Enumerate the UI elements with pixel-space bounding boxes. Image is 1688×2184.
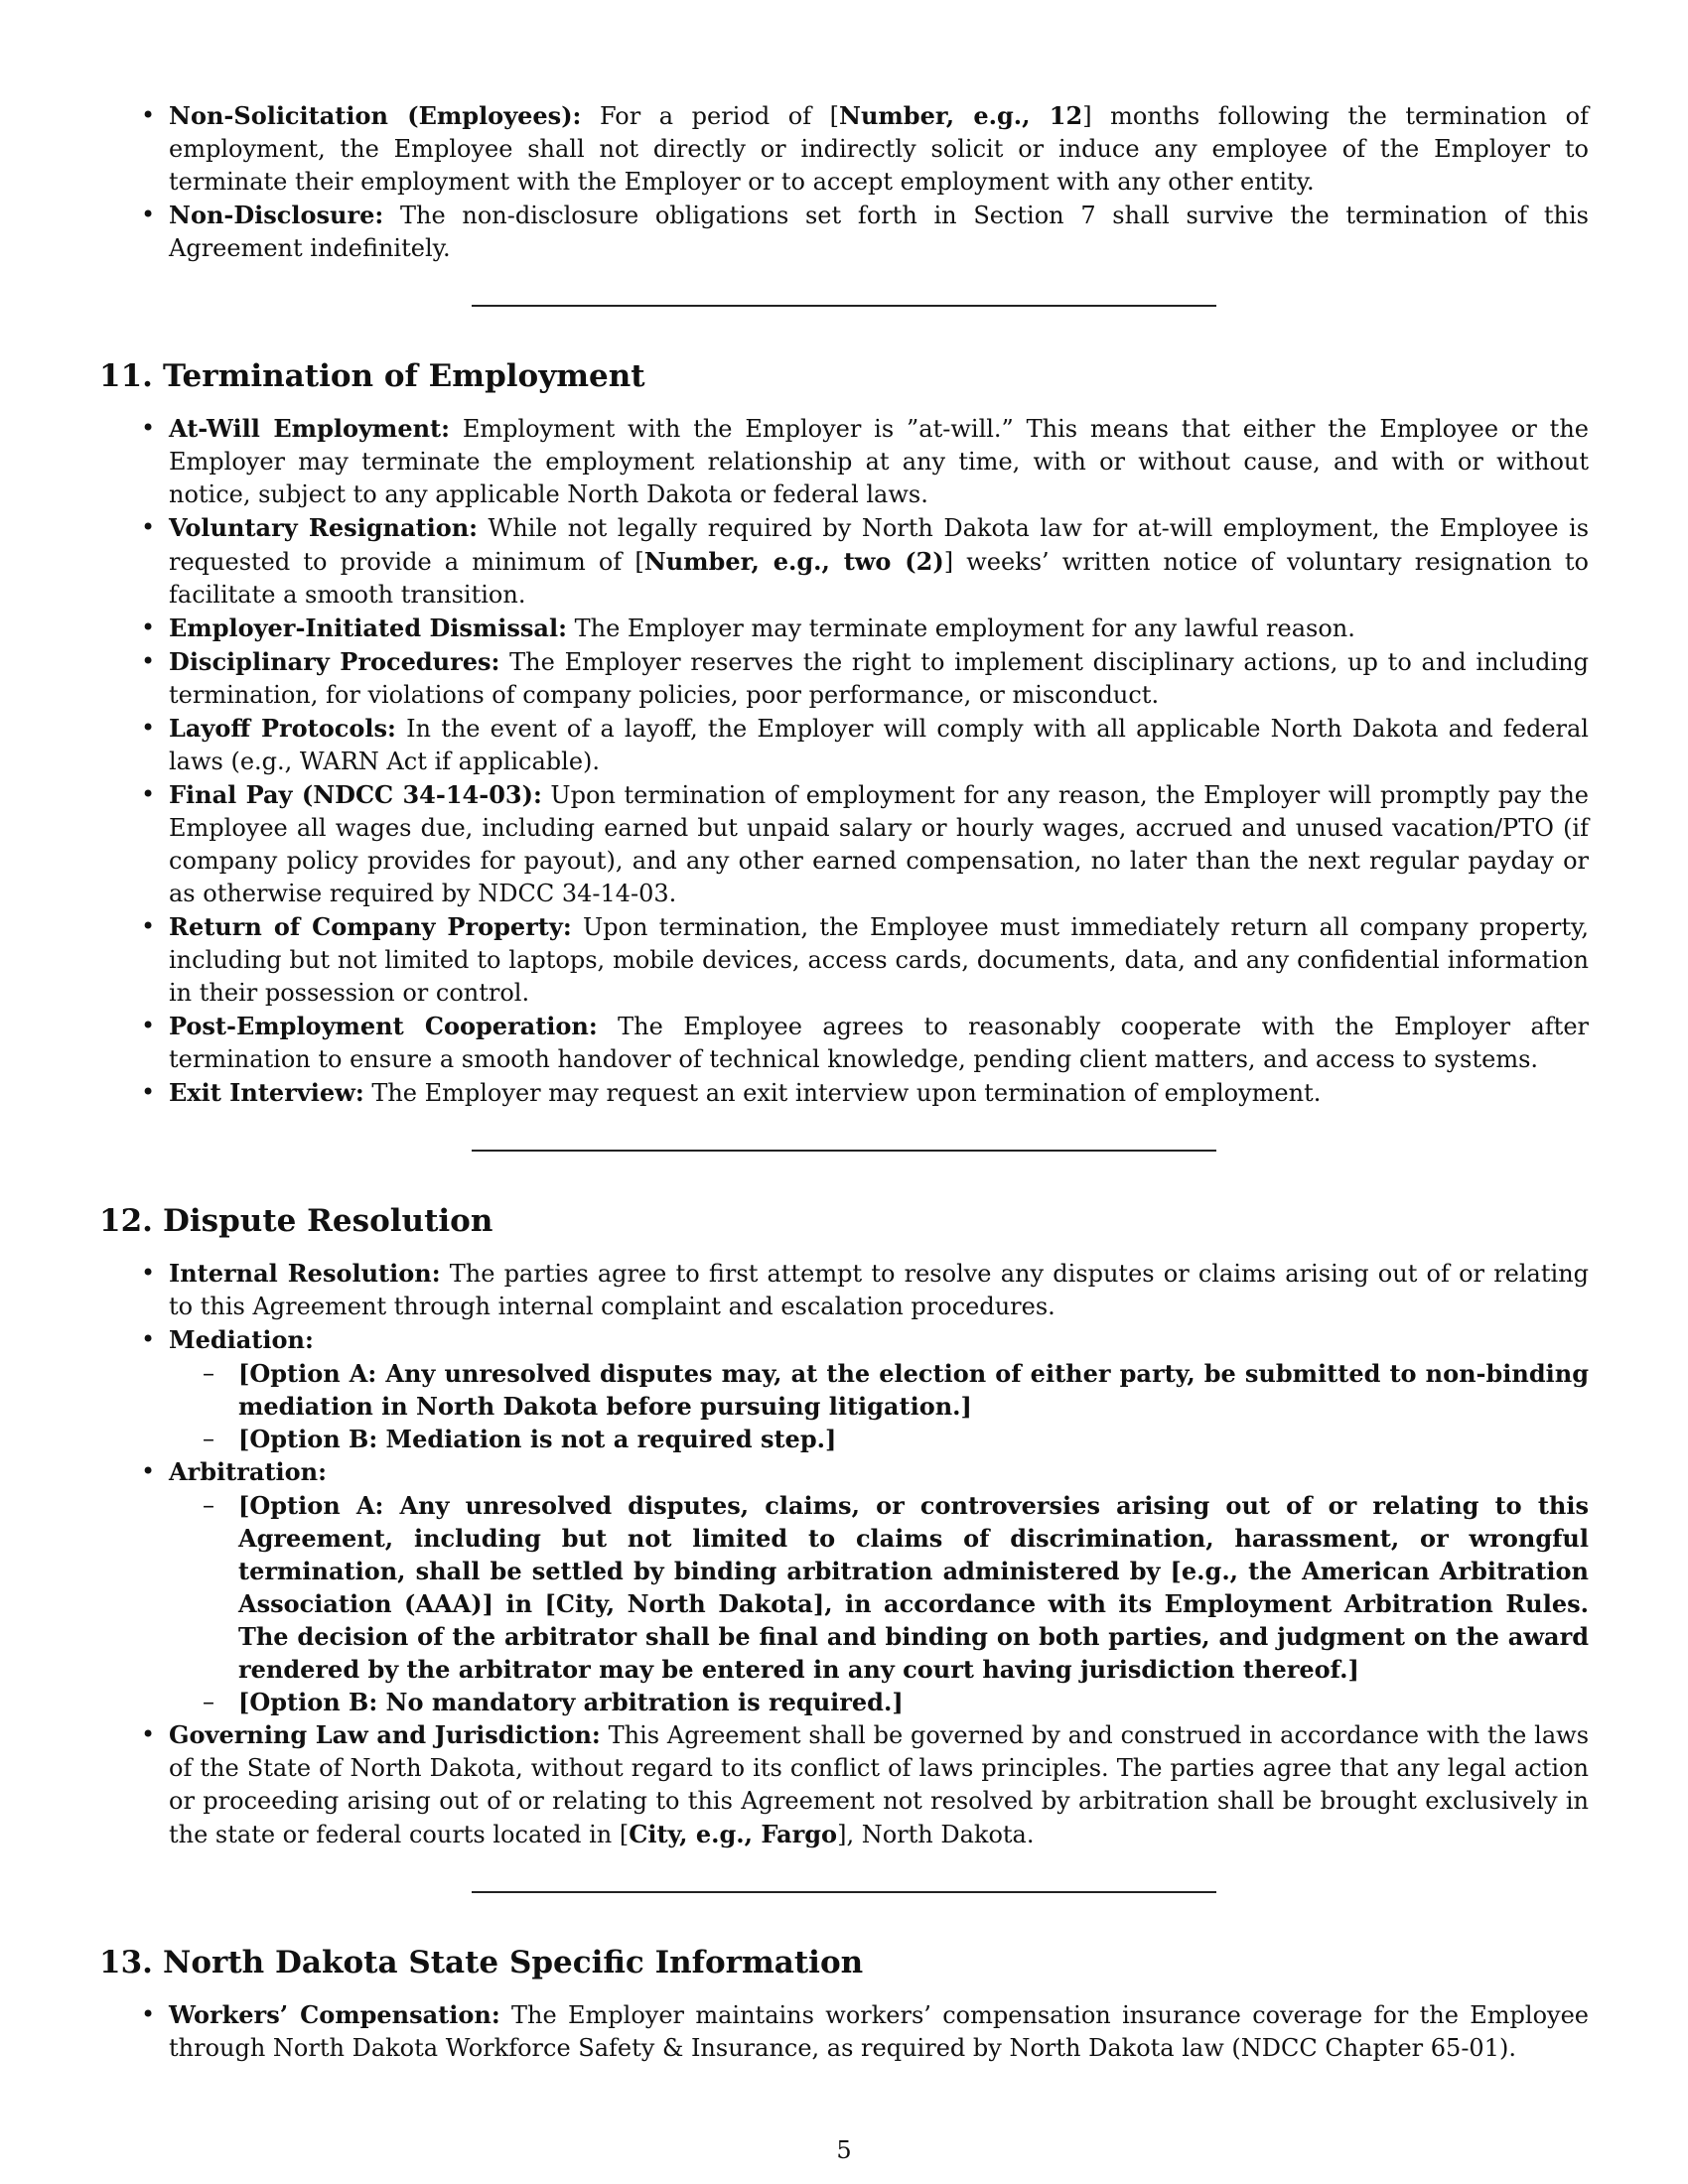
section-number: 11. [99, 358, 153, 394]
section-heading-11 [99, 356, 1589, 396]
item-term: Internal Resolution: [169, 1259, 441, 1288]
item-term: Governing Law and Jurisdiction: [169, 1720, 601, 1749]
item-term: Return of Company Property: [169, 912, 572, 941]
page-content [99, 99, 1589, 2065]
mediation-options [169, 1357, 1589, 1455]
item-term: Non-Disclosure: [169, 201, 384, 229]
intro-list [99, 99, 1589, 265]
item-text: The Employer reserves the right to implement disciplinary actions, up to and including termination, for violations of company policies, poor performance, or misconduct. [169, 648, 1590, 709]
section-heading-13 [99, 1943, 1589, 1982]
list-item-non-solicitation [99, 99, 1589, 199]
option-item: – [Option A: Any unresolved disputes may, at the election of either party, be submitted to non-binding mediation in North Dakota before pursuing litigation.] [169, 1357, 1589, 1423]
item-text: The Employee agrees to reasonably cooperate with the Employer after termination to ensure a smooth handover of technical knowledge, pending client matters, and access to systems. [169, 1013, 1589, 1073]
item-text: The Employer may terminate employment for any lawful reason. [566, 614, 1355, 642]
item-term: Voluntary Resignation: [169, 513, 479, 542]
section-divider [472, 305, 1216, 307]
item-term: Final Pay (NDCC 34-14-03): [169, 780, 542, 809]
item-term: Disciplinary Procedures: [169, 647, 500, 676]
arbitration-options [169, 1489, 1589, 1718]
list-item-non-disclosure [99, 199, 1589, 265]
item-text: The parties agree to first attempt to resolve any disputes or claims arising out of or relating to this Agreement through internal complaint and escalation procedures. [169, 1260, 1590, 1320]
list-item-workers-comp [99, 1998, 1589, 2065]
section-number: 12. [99, 1203, 153, 1239]
item-term: Mediation: [169, 1325, 314, 1354]
item-text: The Employer may request an exit interview upon termination of employment. [363, 1079, 1322, 1107]
item-placeholder: Number, e.g., two (2) [643, 547, 944, 576]
list-item-arbitration [99, 1455, 1589, 1718]
item-term: Layoff Protocols: [169, 714, 396, 743]
page-number: 5 [836, 2136, 852, 2164]
item-term: Employer-Initiated Dismissal: [169, 614, 567, 642]
dispute-list [99, 1257, 1589, 1851]
section-title: Termination of Employment [163, 358, 645, 394]
item-text-tail: ], North Dakota. [837, 1821, 1035, 1848]
section-divider [472, 1891, 1216, 1893]
list-item-cooperation [99, 1010, 1589, 1076]
item-text: The Employer maintains workers’ compensation insurance coverage for the Employee through North Dakota Workforce Safety & Insurance, as required by North Dakota law (NDCC Chapter 65-01). [169, 2001, 1590, 2062]
section-number: 13. [99, 1945, 153, 1980]
item-text: Employment with the Employer is ”at-will.” This means that either the Employee or the Employer may terminate the employment relationship at any time, with or without cause, and with or without notice, subject to any applicable North Dakota or federal laws. [169, 415, 1589, 508]
item-text: Upon termination of employment for any reason, the Employer will promptly pay the Employee all wages due, including earned but unpaid salary or hourly wages, accrued and unused vacation/PTO (if company policy provides for payout), and any other earned compensation, no later than the next regular payday or as otherwise required by NDCC 34-14-03. [169, 781, 1589, 907]
option-item: – [Option A: Any unresolved disputes, claims, or controversies arising out of or relating to this Agreement, including but not limited to claims of discrimination, harassment, or wrongful termination, shall be settled by binding arbitration administered by [e.g., the American Arbitration Association (AAA)] in [City, North Dakota], in accordance with its Employment Arbitration Rules. The decision of the arbitrator shall be final and binding on both parties, and judgment on the award rendered by the arbitrator may be entered in any court having jurisdiction thereof.] [169, 1489, 1589, 1686]
item-text: While not legally required by North Dakota law for at-will employment, the Employee is requested to provide a minimum of [ [169, 514, 1590, 576]
item-term: Non-Solicitation (Employees): [169, 101, 582, 130]
item-text: The non-disclosure obligations set forth in Section 7 shall survive the termination of this Agreement indefinitely. [169, 202, 1589, 262]
item-term: Post-Employment Cooperation: [169, 1012, 598, 1040]
list-item-governing-law [99, 1718, 1589, 1851]
list-item-at-will [99, 412, 1589, 511]
item-placeholder: Number, e.g., 12 [839, 101, 1083, 130]
item-text-tail: ] weeks’ written notice of voluntary resignation to facilitate a smooth transition. [169, 548, 1589, 609]
item-text: For a period of [ [581, 102, 840, 130]
list-item-voluntary-resignation [99, 511, 1589, 612]
item-text: This Agreement shall be governed by and construed in accordance with the laws of the State of North Dakota, without regard to its conflict of laws principles. The parties agree that any legal action or proceeding arising out of or relating to this Agreement not resolved by arbitration shall be brought exclusively in the state or federal courts located in [ [169, 1721, 1590, 1848]
state-info-list [99, 1998, 1589, 2065]
termination-list [99, 412, 1589, 1110]
section-title: North Dakota State Specific Information [163, 1945, 864, 1980]
list-item-mediation [99, 1323, 1589, 1455]
item-text: Upon termination, the Employee must immediately return all company property, including but not limited to laptops, mobile devices, access cards, documents, data, and any confidential information in their possession or control. [169, 913, 1589, 1007]
option-item: – [Option B: No mandatory arbitration is required.] [169, 1686, 1589, 1718]
list-item-exit-interview [99, 1076, 1589, 1110]
item-placeholder: City, e.g., Fargo [629, 1820, 838, 1848]
list-item-internal-resolution [99, 1257, 1589, 1323]
list-item-disciplinary [99, 645, 1589, 712]
item-term: Exit Interview: [169, 1078, 364, 1107]
list-item-final-pay [99, 778, 1589, 910]
item-term: At-Will Employment: [169, 414, 450, 443]
item-text-tail: ] months following the termination of employment, the Employee shall not directly or indirectly solicit or induce any employee of the Employer to terminate their employment with the Employer or to accept employment with any other entity. [169, 102, 1590, 196]
section-divider [472, 1150, 1216, 1152]
section-heading-12 [99, 1201, 1589, 1241]
option-item: – [Option B: Mediation is not a required step.] [169, 1423, 1589, 1455]
section-title: Dispute Resolution [163, 1203, 493, 1239]
item-text: In the event of a layoff, the Employer will comply with all applicable North Dakota and federal laws (e.g., WARN Act if applicable). [169, 715, 1589, 775]
item-term: Arbitration: [169, 1457, 327, 1486]
list-item-layoff [99, 712, 1589, 778]
item-term: Workers’ Compensation: [169, 2000, 500, 2029]
list-item-dismissal [99, 612, 1589, 645]
list-item-return-property [99, 910, 1589, 1010]
